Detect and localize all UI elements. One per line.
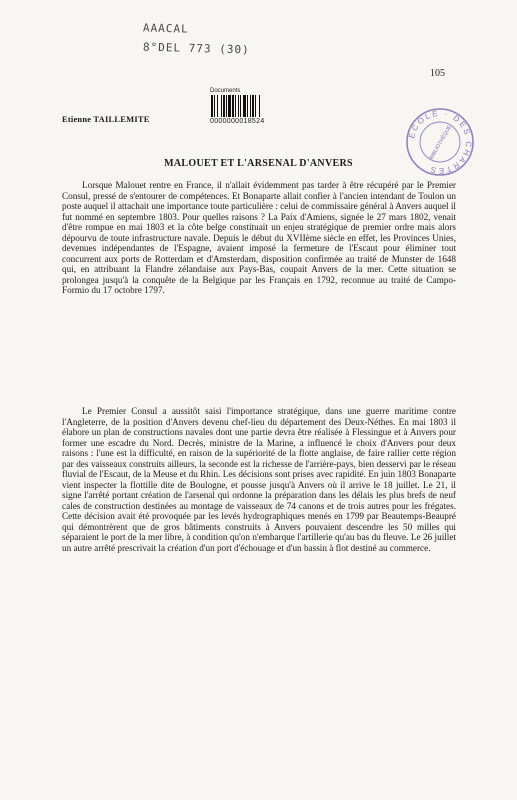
article-title: MALOUET ET L'ARSENAL D'ANVERS (164, 158, 353, 169)
barcode-bar (223, 95, 225, 117)
page-number: 105 (430, 68, 445, 79)
barcode-bar (247, 95, 248, 117)
barcode-bar (214, 95, 215, 117)
body-paragraph-1: Lorsque Malouet rentre en France, il n'allait évidemment pas tarder à être récupéré par le Premier Consul, pressé de s'entourer de compétences. Et Bonaparte allait confier à l'ancien intendant de Toulon un poste auquel il attachait une importance toute particulière : celui de commissaire général à Anvers auquel il fut nommé en septembre 1803. Pour quelles raisons ? La Paix d'Amiens, signée le 27 mars 1802, venait d'être rompue en mai 1803 et la côte belge constituait un enjeu stratégique de premier ordre mais alors dépourvu de toute infrastructure navale. Depuis le début du XVIIème siècle en effet, les Provinces Unies, devenues indépendantes de l'Espagne, avaient imposé la fermeture de l'Escaut pour éliminer tout concurrent aux ports de Rotterdam et d'Amsterdam, disposition confirmée au traité de Munster de 1648 qui, en attribuant la Flandre zélandaise aux Pays-Bas, coupait Anvers de la mer. Cette situation se prolongea jusqu'à la conquête de la Belgique par les Français en 1792, reconnue au traité de Campo-Formio du 17 octobre 1797. (62, 180, 456, 295)
stamp-center-text: BIBLIOTHÈQUE (428, 124, 454, 161)
barcode-bar (211, 95, 213, 117)
barcode-bar (226, 95, 227, 117)
barcode-number: 0000000018524 (210, 118, 265, 125)
stamp-ring-text: ECOLE · DES CHARTES (407, 108, 474, 176)
barcode-image (210, 95, 274, 117)
barcode-bar (232, 95, 234, 117)
handwritten-note-line-1: AAACAL (142, 21, 189, 36)
barcode-bar (217, 95, 218, 117)
barcode-bar (252, 95, 254, 117)
barcode-bar (250, 95, 251, 117)
barcode-bar (228, 95, 231, 117)
barcode-bar (221, 95, 222, 117)
barcode-bar (243, 95, 246, 117)
author-name: Etienne TAILLEMITE (62, 114, 150, 124)
barcode-bar (259, 95, 260, 117)
barcode-caption: Documents (210, 88, 241, 94)
body-paragraph-2: Le Premier Consul a aussitôt saisi l'importance stratégique, dans une guerre maritime contre l'Angleterre, de la position d'Anvers devenu chef-lieu du département des Deux-Néthes. En mai 1803 il élabore un plan de constructions navales dont une partie devra être réalisée à Flessingue et à Anvers pour former une escadre du Nord. Decrès, ministre de la Marine, a influencé le choix d'Anvers pour deux raisons : l'une est la difficulté, en raison de la supériorité de la flotte anglaise, de faire rallier cette région par des vaisseaux construits ailleurs, la seconde est la richesse de l'arrière-pays, bien desservi par le réseau fluvial de l'Escaut, de la Meuse et du Rhin. Les décisions sont prises avec rapidité. En juin 1803 Bonaparte vient inspecter la flottille dite de Boulogne, et pousse jusqu'à Anvers où il arrive le 18 juillet. Le 21, il signe l'arrêté portant création de l'arsenal qui ordonne la préparation dans les délais les plus brefs de neuf cales de construction destinées au montage de vaisseaux de 74 canons et de trois autres pour les frégates. Cette décision avait été provoquée par les levés hydrographiques menés en 1799 par Beautemps-Beaupré qui démontrèrent que de gros bâtiments construits à Anvers pouvaient descendre les 50 milles qui séparaient le port de la mer libre, à condition qu'on n'embarque l'artillerie qu'au bas du fleuve. Le 26 juillet un autre arrêté prescrivait la création d'un port d'échouage et d'un bassin à flot destiné au commerce. (62, 406, 456, 553)
barcode-bar (238, 95, 239, 117)
barcode-bar (240, 95, 241, 117)
handwritten-note-line-2: 8°DEL 773 (30) (142, 40, 250, 57)
barcode-bar (235, 95, 236, 117)
barcode-bar (255, 95, 256, 117)
barcode-label (210, 88, 276, 125)
